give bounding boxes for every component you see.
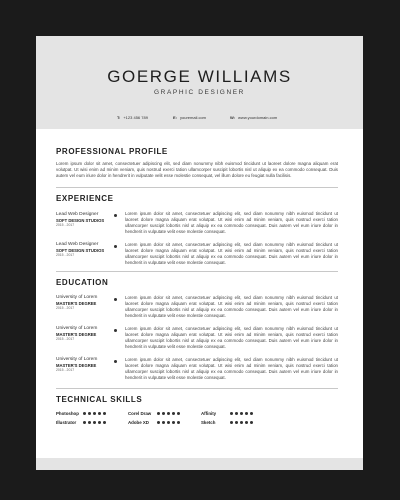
contact-phone-label: T: xyxy=(117,115,121,120)
resume-page xyxy=(36,36,363,470)
education-description: Lorem ipsum dolor sit amet, consectetuer adipiscing elit, sed diam nonummy nibh euismod tincidunt ut laoreet dolore magna aliquam erat volutpat. Ut wisi enim ad minim veniam, quis nostrud exerci tation ullamcorper suscipit lobortis nisl ut aliquip ex ea commodo consequat. Duis autem vel eum iriure dolor in hendrerit in vulputate velit esse molestie consequat. xyxy=(125,295,338,318)
rating-dot xyxy=(172,412,175,415)
rating-dot xyxy=(240,412,243,415)
skill-rating xyxy=(83,412,108,416)
rating-dot xyxy=(177,412,180,415)
rating-dot xyxy=(157,421,160,424)
rating-dot xyxy=(245,421,248,424)
resume-header xyxy=(36,36,363,129)
bullet-dot xyxy=(114,329,117,332)
education-school: University of Lorem xyxy=(56,357,98,362)
rating-dot xyxy=(103,421,106,424)
education-school: University of Lorem xyxy=(56,295,98,300)
education-heading: EDUCATION xyxy=(56,278,109,287)
rating-dot xyxy=(172,421,175,424)
contact-phone-value: +123 456 789 xyxy=(123,115,148,120)
education-description: Lorem ipsum dolor sit amet, consectetuer adipiscing elit, sed diam nonummy nibh euismod tincidunt ut laoreet dolore magna aliquam erat volutpat. Ut wisi enim ad minim veniam, quis nostrud exerci tation ullamcorper suscipit lobortis nisl ut aliquip ex ea commodo consequat. Duis autem vel eum iriure dolor in hendrerit in vulputate velit esse molestie consequat. xyxy=(125,326,338,349)
rating-dot xyxy=(235,421,238,424)
footer-band xyxy=(36,458,363,470)
rating-dot xyxy=(235,412,238,415)
skill-rating xyxy=(83,421,108,425)
bullet-dot xyxy=(114,298,117,301)
profile-heading: PROFESSIONAL PROFILE xyxy=(56,147,168,156)
rating-dot xyxy=(98,412,101,415)
experience-org: SOFT DESIGN STUDIOS xyxy=(56,217,105,223)
section-divider xyxy=(56,388,338,389)
rating-dot xyxy=(88,421,91,424)
section-divider xyxy=(56,271,338,272)
rating-dot xyxy=(103,412,106,415)
skill-rating xyxy=(230,421,255,425)
rating-dot xyxy=(167,421,170,424)
profile-text: Lorem ipsum dolor sit amet, consectetuer adipiscing elit, sed diam nonummy nibh euismod tincidunt ut laoreet dolore magna aliquam erat volutpat. Ut wisi enim ad minim veniam, quis nostrud exerci tation ullamcorper suscipit lobortis nisl ut aliquip ex ea commodo consequat. Duis autem vel eum iriure dolor in hendrerit in vulputate velit esse molestie consequat, vel illum dolore eu feugiat nulla facilisis. xyxy=(56,161,338,178)
rating-dot xyxy=(230,412,233,415)
rating-dot xyxy=(250,421,253,424)
contact-phone xyxy=(117,115,148,120)
rating-dot xyxy=(230,421,233,424)
rating-dot xyxy=(162,421,165,424)
skill-name: Corel Draw xyxy=(128,411,152,416)
bullet-dot xyxy=(114,214,117,217)
experience-description: Lorem ipsum dolor sit amet, consectetuer adipiscing elit, sed diam nonummy nibh euismod tincidunt ut laoreet dolore magna aliquam erat volutpat. Ut wisi enim ad minim veniam, quis nostrud exerci tation ullamcorper suscipit lobortis nisl ut aliquip ex ea commodo consequat. Duis autem vel eum iriure dolor in hendrerit in vulputate velit esse molestie consequat. xyxy=(125,242,338,265)
education-entry-2-meta xyxy=(56,326,116,341)
education-entry-3-meta xyxy=(56,357,116,372)
skill-rating xyxy=(157,412,182,416)
rating-dot xyxy=(157,412,160,415)
skill-name: Photoshop xyxy=(56,411,79,416)
contact-website-label: W: xyxy=(230,115,236,120)
rating-dot xyxy=(88,412,91,415)
skill-rating xyxy=(157,421,182,425)
experience-years: 2015 - 2017 xyxy=(56,222,75,227)
skills-heading: TECHNICAL SKILLS xyxy=(56,395,143,404)
experience-entry-2-meta xyxy=(56,242,116,257)
contact-website-value: www.yourdomain.com xyxy=(238,115,278,120)
contact-email xyxy=(173,115,206,120)
rating-dot xyxy=(93,421,96,424)
candidate-title: GRAPHIC DESIGNER xyxy=(154,89,245,96)
experience-org: SOFT DESIGN STUDIOS xyxy=(56,247,105,253)
education-school: University of Lorem xyxy=(56,326,98,331)
education-entry-1-meta xyxy=(56,295,116,310)
experience-entry-1-meta xyxy=(56,212,116,227)
experience-heading: EXPERIENCE xyxy=(56,194,114,203)
education-degree: MASTER'S DEGREE xyxy=(56,362,97,368)
contact-email-label: E: xyxy=(173,115,177,120)
experience-years: 2015 - 2017 xyxy=(56,252,75,257)
education-description: Lorem ipsum dolor sit amet, consectetuer adipiscing elit, sed diam nonummy nibh euismod tincidunt ut laoreet dolore magna aliquam erat volutpat. Ut wisi enim ad minim veniam, quis nostrud exerci tation ullamcorper suscipit lobortis nisl ut aliquip ex ea commodo consequat. Duis autem vel eum iriure dolor in hendrerit in vulputate velit esse molestie consequat. xyxy=(125,357,338,380)
skill-name: Sketch xyxy=(201,420,216,425)
rating-dot xyxy=(250,412,253,415)
bullet-dot xyxy=(114,360,117,363)
experience-role: Lead Web Designer xyxy=(56,212,99,217)
education-degree: MASTER'S DEGREE xyxy=(56,331,97,337)
rating-dot xyxy=(98,421,101,424)
education-years: 2015 - 2017 xyxy=(56,367,75,372)
education-degree: MASTER'S DEGREE xyxy=(56,300,97,306)
section-divider xyxy=(56,187,338,188)
rating-dot xyxy=(162,412,165,415)
rating-dot xyxy=(167,412,170,415)
bullet-dot xyxy=(114,245,117,248)
contact-email-value: youremail.com xyxy=(180,115,207,120)
education-years: 2015 - 2017 xyxy=(56,336,75,341)
skill-rating xyxy=(230,412,255,416)
contact-website xyxy=(230,115,277,120)
education-years: 2015 - 2017 xyxy=(56,305,75,310)
rating-dot xyxy=(83,421,86,424)
rating-dot xyxy=(245,412,248,415)
skill-name: Illustrator xyxy=(56,420,77,425)
skill-name: Adobe XD xyxy=(128,420,149,425)
rating-dot xyxy=(240,421,243,424)
candidate-name: GOERGE WILLIAMS xyxy=(107,67,292,86)
rating-dot xyxy=(177,421,180,424)
rating-dot xyxy=(93,412,96,415)
skill-name: Affinity xyxy=(201,411,217,416)
rating-dot xyxy=(83,412,86,415)
experience-role: Lead Web Designer xyxy=(56,242,99,247)
experience-description: Lorem ipsum dolor sit amet, consectetuer adipiscing elit, sed diam nonummy nibh euismod tincidunt ut laoreet dolore magna aliquam erat volutpat. Ut wisi enim ad minim veniam, quis nostrud exerci tation ullamcorper suscipit lobortis nisl ut aliquip ex ea commodo consequat. Duis autem vel eum iriure dolor in hendrerit in vulputate velit esse molestie consequat. xyxy=(125,211,338,234)
